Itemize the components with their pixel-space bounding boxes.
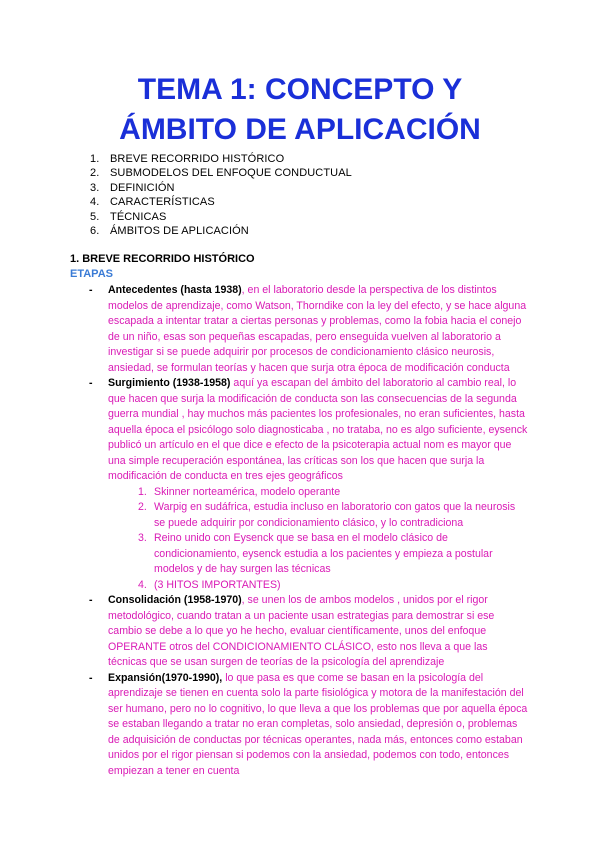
toc-number: 6. [90, 225, 100, 238]
list-text: (3 HITOS IMPORTANTES) [154, 578, 281, 591]
toc-number: 5. [90, 210, 100, 223]
list-number: 1. [138, 485, 147, 498]
list-number: 2. [138, 501, 147, 513]
toc-text: BREVE RECORRIDO HISTÓRICO [110, 153, 285, 165]
stage-item-expansion [89, 671, 528, 780]
stage-item-consolidacion [89, 593, 528, 671]
section-heading: 1. BREVE RECORRIDO HISTÓRICO [70, 253, 255, 265]
list-item [138, 485, 528, 501]
bullet-dash: - [89, 671, 93, 684]
stage-separator: , [241, 594, 248, 606]
geographic-axes-list [108, 485, 528, 594]
list-text: Warpig en sudáfrica, estudia incluso en laboratorio con gatos que la neurosis se puede adquirir por condicionamiento clásico, y lo contradiciona [154, 501, 516, 529]
section-subheading: ETAPAS [70, 268, 113, 280]
title-line-2: ÁMBITO DE APLICACIÓN [119, 113, 481, 146]
list-number: 3. [138, 532, 147, 544]
toc-number: 2. [90, 167, 100, 180]
list-item [138, 578, 528, 594]
toc-text: ÁMBITOS DE APLICACIÓN [110, 225, 249, 238]
section-body [89, 283, 528, 779]
stage-item-antecedentes [89, 283, 528, 376]
toc-item [90, 181, 352, 195]
toc-number: 1. [90, 153, 100, 165]
list-item [138, 531, 528, 578]
toc-item [90, 152, 352, 166]
bullet-dash: - [89, 284, 93, 296]
bullet-dash: - [89, 594, 93, 606]
list-item [138, 500, 528, 531]
stage-title: Consolidación (1958-1970) [108, 594, 242, 606]
toc-text: DEFINICIÓN [110, 181, 175, 194]
title-line-1: TEMA 1: CONCEPTO Y [137, 73, 463, 106]
stage-text: lo que pasa es que come se basan en la psicología del aprendizaje se tienen en cuenta solo la parte fisiológica y motora de la manifestación del ser humano, pero no lo cognitivo, lo que lleva a que los problemas que por aquella época se estaban llegando a tratar no eran completas, solo ansiedad, depresión o, problemas de adquisición de conductas por técnicas operantes, nada más, entonces como estaban unidos por el rigor piensan si podemos con la ansiedad, podemos con todo, entonces empiezan a tener en cuenta [108, 671, 528, 777]
list-text: Reino unido con Eysenck que se basa en el modelo clásico de condicionamiento, eysenck estudia a los pacientes y empieza a postular modelos y de hay surgen las técnicas [154, 532, 493, 575]
list-text: Skinner norteamérica, modelo operante [154, 485, 341, 498]
stage-text: se unen los de ambos modelos , unidos por el rigor metodológico, cuando tratan a un paciente usan estrategias para demostrar si ese cambio se debe a lo que yo he hecho, evaluar científicamente, unos del enfoque OPERANTE otros del CONDICIONAMIENTO CLÁSICO, esto nos lleva a que las técnicas que se usan surgen de teorías de la psicología del aprendizaje [108, 594, 495, 668]
bullet-dash: - [89, 377, 93, 389]
toc-item [90, 195, 352, 209]
stage-title: Antecedentes (hasta 1938) [108, 284, 242, 296]
stage-separator: , [241, 284, 248, 296]
toc-text: SUBMODELOS DEL ENFOQUE CONDUCTUAL [110, 167, 352, 180]
toc-item [90, 224, 352, 238]
toc-item [90, 210, 352, 224]
list-number: 4. [138, 578, 147, 591]
toc-text: CARACTERÍSTICAS [110, 196, 215, 209]
table-of-contents [90, 152, 352, 238]
toc-number: 4. [90, 196, 100, 209]
stage-text: en el laboratorio desde la perspectiva de los distintos modelos de aprendizaje, como Watson, Thorndike con la ley del efecto, y se hace alguna escapada a intentar tratar a ciertas personas y problemas, como la fobia hacia el conejo de un niño, esas son pequeñas escapadas, pero enseguida vuelven al laboratorio a investigar si se puede adquirir por procesos de condicionamiento clásico neurosis, ansiedad, se formulan teorías y hacen que surja otra época de modificación conducta [108, 284, 527, 374]
stage-text: aquí ya escapan del ámbito del laboratorio al cambio real, lo que hacen que surja la modificación de conducta son las consecuencias de la segunda guerra mundial , hay muchos más pacientes los profesionales, no eran suficientes, hasta aquella época el psicólogo solo diagnosticaba , no trataba, no es algo suficiente, eysenck publicó un artículo en el que dice e efecto de la psicoterapia actual nom es mayor que una simple recuperación espontánea, las críticas son los que hacen que surja la modificación de conducta en tres ejes geográficos [108, 377, 528, 482]
stage-item-surgimiento [89, 376, 528, 593]
stage-title: Expansión(1970-1990), [108, 671, 223, 684]
toc-item [90, 166, 352, 180]
toc-text: TÉCNICAS [110, 210, 167, 223]
stage-title: Surgimiento (1938-1958) [108, 377, 231, 389]
toc-number: 3. [90, 181, 100, 194]
